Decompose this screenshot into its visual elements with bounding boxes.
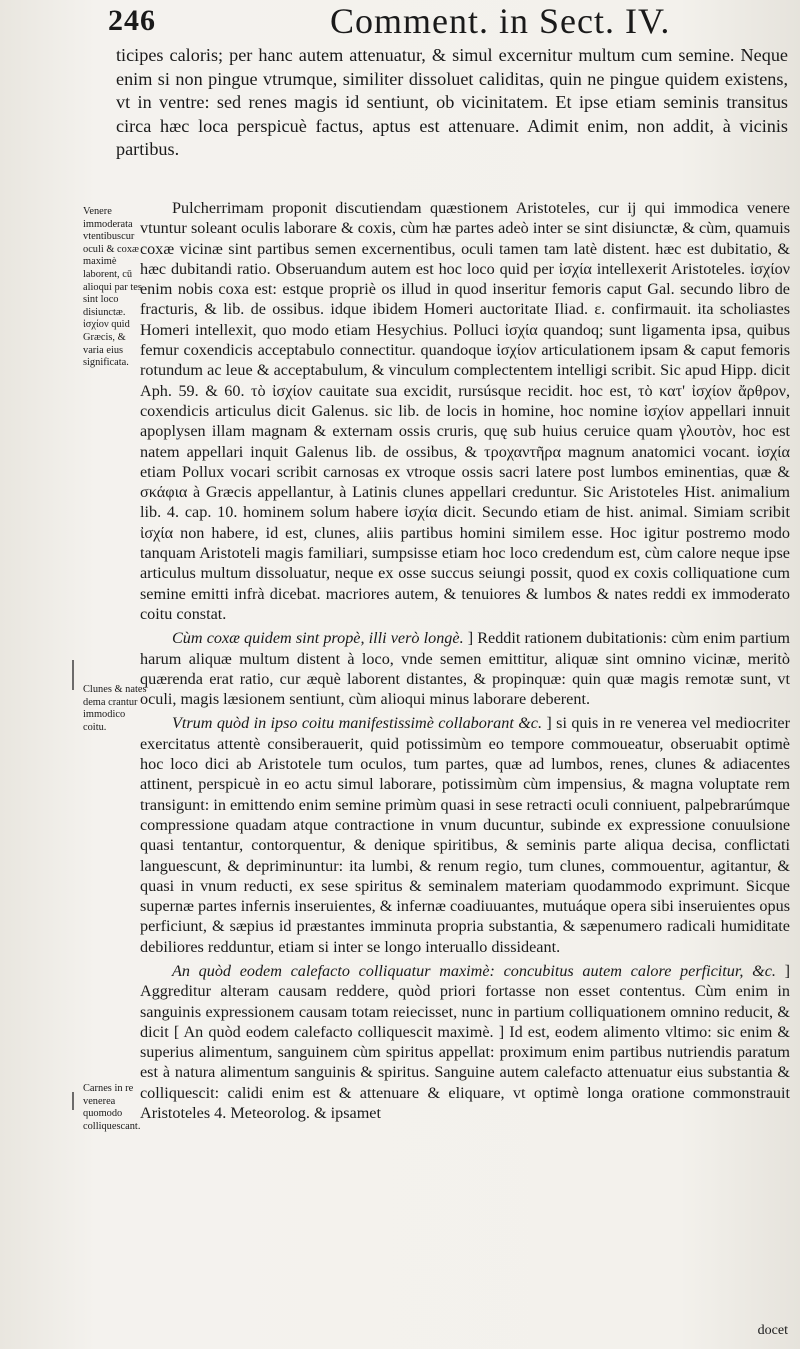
lemma: An quòd eodem calefacto colliquatur maximè: concubitus autem calore perficitur, &c. [172,961,776,980]
ink-mark [72,660,74,690]
paragraph-coitu [140,713,790,957]
paragraph-text: ] si quis in re venerea vel mediocriter exercitatus attentè consiberauerit, quid potissimùm eo tempore commoueatur, obseruabit optimè hoc loco dici ab Aristotele tum oculos, tum partes, quæ ad lumbos, renes, clunes & adiacentes attinent, perspicuè in eo actu simul laborare, potissimùm cùm impensius, & magna voluptate rem transigunt: in emittendo enim semine primùm quasi in sese retracti oculi conniuent, palpebrarúmque compressione quadam atque contractione in vnum ducuntur, subinde ex expressione conuulsione quasi tentantur, contorquentur, & denique spiritibus, & seminis parte aliqua decisa, conflictati languescunt, & depriminuntur: ita lumbi, & renum regio, tum clunes, commouentur, agitantur, & quasi in vnum reducti, ex sese spiritus & seminalem materiam quodammodo exprimunt. Sicque supernæ partes infernis inseruientes, & infernæ coadiuuantes, mutuáque opera sibi inseruientes opus perficiunt, & sæpius id præstantes imminuta propria substantia, & sæpenumero radicali humiditate debiliores redduntur, etiam si inter se longo interuallo dissideant. [140,714,790,956]
lemma: Cùm coxæ quidem sint propè, illi verò longè. [172,629,464,648]
paragraph-text: Pulcherrimam proponit discutiendam quæstionem Aristoteles, cur ij qui immodica venere vtuntur soleant oculis laborare & coxis, cùm hæ partes adeò inter se sint disiunctæ, & cùm, quamuis coxæ vicinæ sint partibus semen excernentibus, oculi tamen tam latè distent. hæc est dubitatio, & hæc dubitandi ratio. Obseruandum autem est hoc loco quid per ἰσχία intellexerit Aristoteles. ἰσχίον enim nobis coxa est: estque propriè os illud in quod inseritur femoris caput Gal. secundo libro de fracturis, & lib. de ossibus. idque ibidem Homeri auctoritate Iliad. ε. confirmauit. ita scholiastes Homeri intellexit, quo modo etiam Hesychius. Polluci ἰσχία quandoq; sunt ligamenta ipsa, quibus femur coxendicis acceptabulo connectitur. quandoque ἰσχίον articulationem ipsam & caput femoris rotundum ac leue & acceptabulum, & vinculum complectentem intelligi scribit. Sic apud Hipp. dicit Aph. 59. & 60. τὸ ἰσχίον cauitate sua excidit, rursúsque recidit. hoc est, τὸ κατ' ἰσχίον ἄρθρον, coxendicis articulus dicit Galenus. sic lib. de locis in homine, hoc nomine ἰσχίον appellari innuit apoplysen illam magnam & externam ossis cruris, quę sub huius ceruice quam γλουτὸν, hoc est natem appellari inquit Galenus lib. de ossibus, & τροχαντῆρα magnum anatomici vocant. ἰσχία etiam Pollux vocari scribit carnosas ex vtroque ossis sacri latere post lumbos eminentias, quæ & σκάφια à Græcis appellantur, à Latinis clunes appellari creduntur. Sic Aristoteles Hist. animalium lib. 4. cap. 10. hominem solum habere ἰσχία dicit. Secundo etiam de hist. animal. Simiam scribit ἰσχία non habere, id est, clunes, aliis partibus homini similem esse. Hoc igitur postremo modo tanquam Aristoteli magis familiari, sumpsisse etiam hoc loco credendum est, cùm calore neque ipse articulus multum dissoluatur, neque ex osse succus seiungi possit, quod ex coxis colliquatione cum semine emitti infrà dicebat. macriores autem, & tenuiores & lumbos & nates reddi ex immoderato coitu constat. [140,199,790,623]
ink-mark [72,1092,74,1110]
page-header [108,0,792,44]
paragraph-text: ] Reddit rationem dubitationis: cùm enim partium harum aliquæ multum distent à loco, vnde semen emittitur, aliquæ sint omnino vicinæ, meritò quærenda erat ratio, cur æquè laborent distantes, & propinquæ: quin quæ magis remotæ sunt, vt oculi, magis læsionem sentiunt, cùm alioqui minus laborare deberent. [140,629,790,709]
paragraph-calefacto [140,961,790,1123]
commentary-body [140,198,790,1127]
paragraph-coxae [140,628,790,709]
paragraph-question [140,198,790,624]
continued-text: ticipes caloris; per hanc autem attenuatur, & simul excernitur multum cum semine. Neque enim si non pingue vtrumque, similiter dissoluet caliditas, quin ne pingue quidem existens, vt in ventre: sed renes magis id sentiunt, ob vicinitatem. Et ipse etiam seminis transitus circa hæc loca perspicuè factus, aptus est attenuare. Adimit enim, non addit, à vicinis partibus. [116,45,788,160]
page-number: 246 [108,4,156,37]
margin-note-venere: Venere immoderata vtentibuscur oculi & coxæ maximè laborent, cū alioqui par tes sint loco disiunctæ. ἰσχίον quid Græcis, & varia eius significata. [83,206,142,369]
running-head: Comment. in Sect. IV. [330,1,671,41]
margin-note-carnes: Carnes in re venerea quomodo colliquescant. [83,1083,141,1132]
margin-note-clunes: Clunes & nates dema crantur immodico coitu. [83,684,147,733]
paragraph-text: ] Aggreditur alteram causam reddere, quòd priori fortasse non esset contentus. Cùm enim in sanguinis expressionem causam totam reiecisset, nunc in partium colliquationem omnino reducit, & dicit [ An quòd eodem calefacto colliquescit maximè. ] Id est, eodem alimento vltimo: sic enim & superius alimentum, sanguinem cùm spiritus appellat: proximum enim partibus nutriendis paratum est à natura alimentum sanguinis & spiritus. Sanguine autem calefacto attenuatur eius substantia & colliquescit: calidi enim est & attenuare & eliquare, vt optimè longa oratione commonstrauit Aristoteles 4. Meteorolog. & ipsamet [140,961,790,1123]
catchword: docet [757,1323,788,1338]
lemma: Vtrum quòd in ipso coitu manifestissimè collaborant &c. [172,714,543,733]
